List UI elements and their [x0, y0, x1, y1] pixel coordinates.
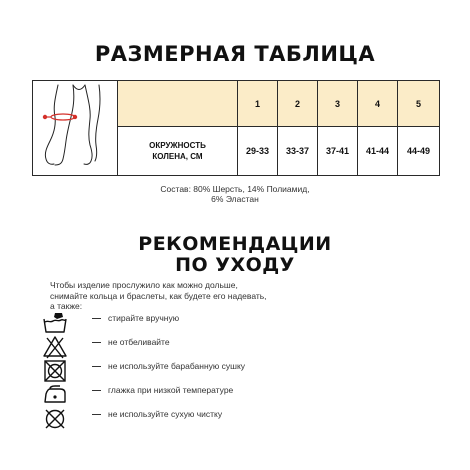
composition	[0, 184, 470, 204]
legs-icon	[33, 81, 117, 173]
size-value-cell: 37-41	[318, 127, 358, 176]
legs-illustration	[33, 81, 118, 176]
care-text: стирайте вручную	[108, 313, 180, 323]
no-bleach-icon	[42, 334, 68, 360]
size-header-empty	[118, 81, 238, 127]
care-item-hand-wash	[42, 310, 442, 336]
size-table	[32, 80, 440, 176]
size-header-cell: 3	[318, 81, 358, 127]
care-title-line1: РЕКОМЕНДАЦИИ	[138, 233, 332, 255]
care-intro-line: а также:	[50, 301, 83, 311]
care-text: не отбеливайте	[108, 337, 170, 347]
care-text: глажка при низкой температуре	[108, 385, 234, 395]
no-tumble-dry-icon	[42, 358, 68, 384]
care-dash	[92, 342, 101, 343]
no-dry-clean-icon	[42, 406, 68, 432]
size-header-row	[33, 81, 440, 127]
size-header-cell: 2	[278, 81, 318, 127]
size-table-title: РАЗМЕРНАЯ ТАБЛИЦА	[94, 42, 376, 66]
care-text: не используйте сухую чистку	[108, 409, 223, 419]
size-value-cell: 41-44	[358, 127, 398, 176]
row-label-line1: ОКРУЖНОСТЬ	[149, 141, 206, 150]
composition-line1: Состав: 80% Шерсть, 14% Полиамид,	[160, 184, 310, 194]
care-dash	[92, 390, 101, 391]
care-dash	[92, 318, 101, 319]
care-item-no-tumble-dry	[42, 358, 442, 384]
care-intro-line: снимайте кольца и браслеты, как будете его надевать,	[50, 290, 267, 301]
size-value-cell: 33-37	[278, 127, 318, 176]
care-item-no-bleach	[42, 334, 442, 360]
care-item-iron-low	[42, 382, 442, 408]
iron-low-icon	[42, 382, 68, 408]
row-label-line2: КОЛЕНА, СМ	[152, 152, 203, 161]
composition-line2: 6% Эластан	[211, 194, 259, 204]
size-value-cell: 29-33	[238, 127, 278, 176]
care-intro	[50, 280, 430, 312]
hand-wash-icon	[42, 310, 68, 336]
size-header-cell: 5	[398, 81, 440, 127]
size-header-cell: 1	[238, 81, 278, 127]
care-intro-line: Чтобы изделие прослужило как можно дольше,	[50, 280, 238, 290]
care-item-no-dry-clean	[42, 406, 442, 432]
size-header-cell: 4	[358, 81, 398, 127]
row-label	[118, 127, 238, 176]
care-title-line2: ПО УХОДУ	[175, 254, 295, 276]
care-dash	[92, 414, 101, 415]
size-value-cell: 44-49	[398, 127, 440, 176]
care-text: не используйте барабанную сушку	[108, 361, 246, 371]
care-dash	[92, 366, 101, 367]
